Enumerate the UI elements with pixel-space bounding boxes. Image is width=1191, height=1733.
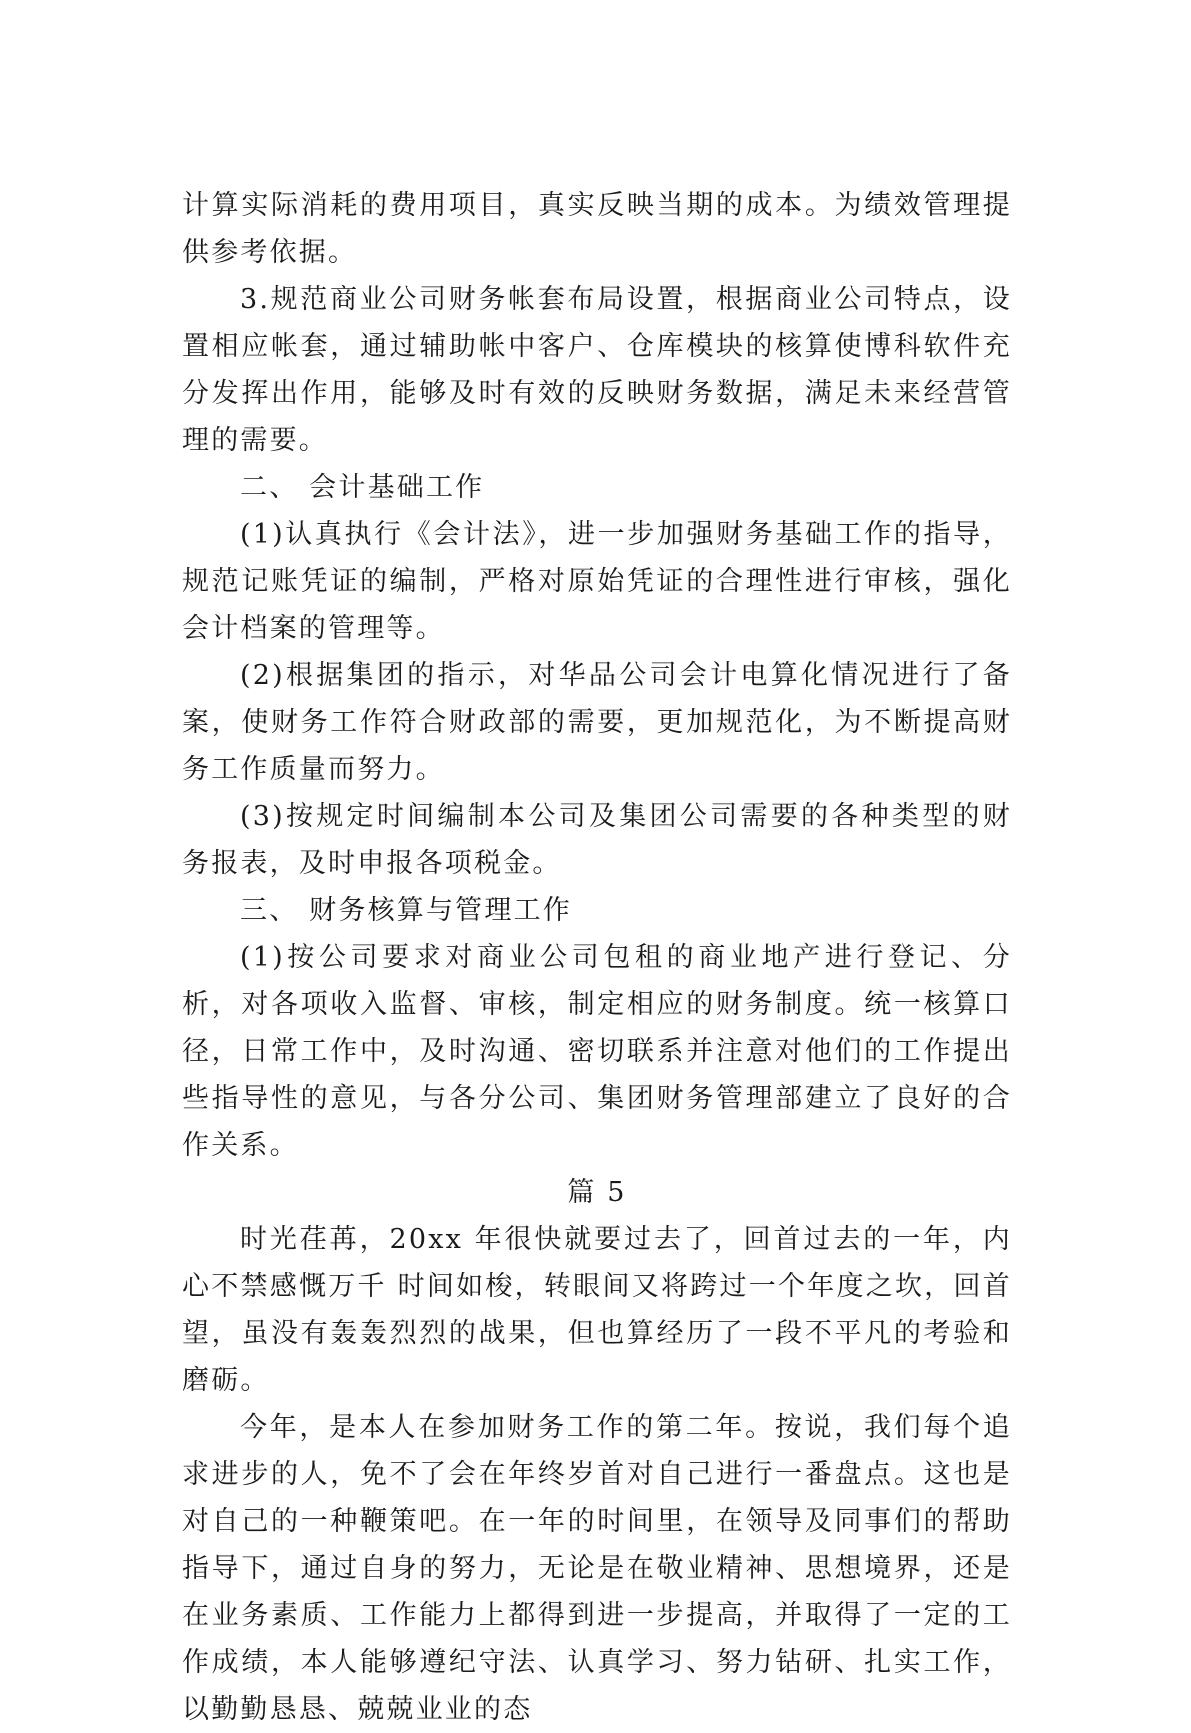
paragraph-accounting-1: (1)认真执行《会计法》，进一步加强财务基础工作的指导，规范记账凭证的编制，严格对原始凭证的合理性进行审核，强化会计档案的管理等。 xyxy=(182,519,1012,644)
paragraph-accounting-3: (3)按规定时间编制本公司及集团公司需要的各种类型的财务报表，及时申报各项税金。 xyxy=(182,801,1012,879)
section-heading-accounting-basics: 二、 会计基础工作 xyxy=(240,472,485,503)
paragraph-item-3: 3.规范商业公司财务帐套布局设置，根据商业公司特点，设置相应帐套，通过辅助帐中客户、仓库模块的核算使博科软件充分发挥出作用，能够及时有效的反映财务数据，满足未来经营管理的需要。 xyxy=(182,284,1012,456)
paragraph-management-1: (1)按公司要求对商业公司包租的商业地产进行登记、分析，对各项收入监督、审核，制定相应的财务制度。统一核算口径，日常工作中，及时沟通、密切联系并注意对他们的工作提出些指导性的意见，与各分公司、集团财务管理部建立了良好的合作关系。 xyxy=(182,942,1012,1161)
paragraph-accounting-2: (2)根据集团的指示，对华品公司会计电算化情况进行了备案，使财务工作符合财政部的需要，更加规范化，为不断提高财务工作质量而努力。 xyxy=(182,660,1012,785)
document-body xyxy=(182,182,1012,1733)
chapter-title: 篇 5 xyxy=(567,1177,627,1208)
section-heading-financial-management: 三、 财务核算与管理工作 xyxy=(240,895,572,926)
paragraph-summary: 今年，是本人在参加财务工作的第二年。按说，我们每个追求进步的人，免不了会在年终岁首对自己进行一番盘点。这也是对自己的一种鞭策吧。在一年的时间里，在领导及同事们的帮助指导下，通过自身的努力，无论是在敬业精神、思想境界，还是在业务素质、工作能力上都得到进一步提高，并取得了一定的工作成绩，本人能够遵纪守法、认真学习、努力钻研、扎实工作，以勤勤恳恳、兢兢业业的态 xyxy=(182,1412,1012,1725)
paragraph-continuation: 计算实际消耗的费用项目，真实反映当期的成本。为绩效管理提供参考依据。 xyxy=(182,190,1012,268)
paragraph-intro: 时光荏苒，20xx 年很快就要过去了，回首过去的一年，内心不禁感慨万千 时间如梭，转眼间又将跨过一个年度之坎，回首望，虽没有轰轰烈烈的战果，但也算经历了一段不平凡的考验和磨砺。 xyxy=(182,1224,1012,1396)
